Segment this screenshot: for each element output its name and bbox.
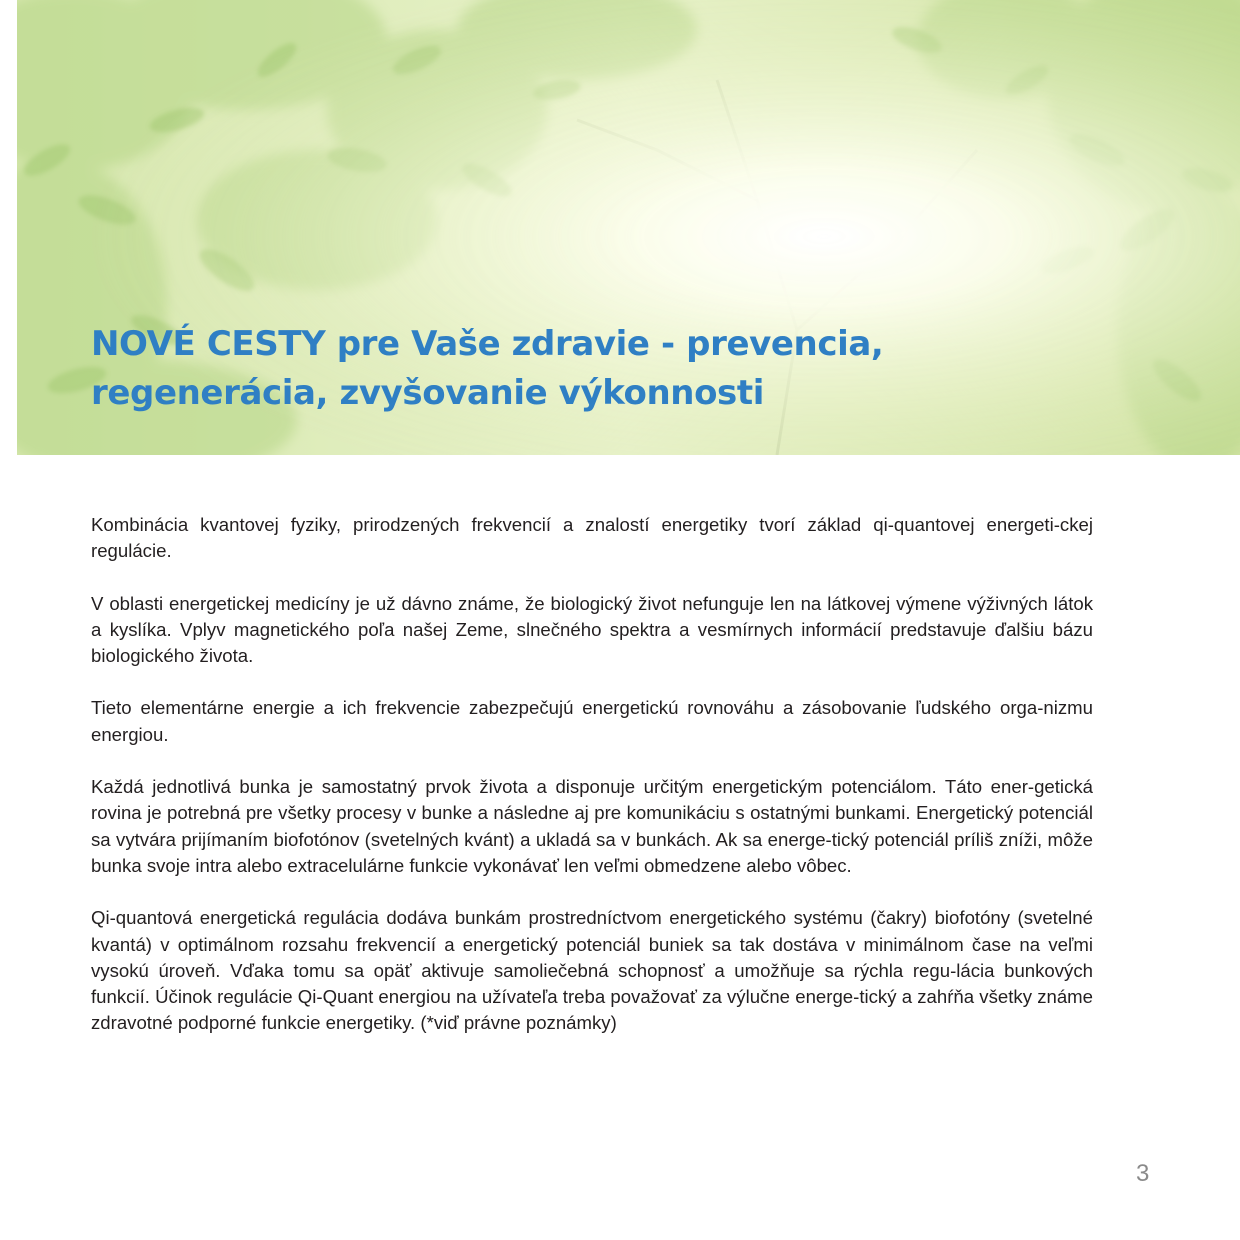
page-title: [91, 320, 1191, 418]
paragraph-qi-quant-regulation: Qi-quantová energetická regulácia dodáva bunkám prostredníctvom energetického systému (čakry) biofotóny (svetelné kvantá) v optimálnom rozsahu frekvencií a energetický potenciál buniek sa tak dostáva v minimálnom čase na veľmi vysokú úroveň. Vďaka tomu sa opäť aktivuje samoliečebná schopnosť a umožňuje sa rýchla regu-lácia bunkových funkcií. Účinok regulácie Qi-Quant energiou na užívateľa treba považovať za výlučne energe-tický a zahŕňa všetky známe zdravotné podporné funkcie energetiky. (*viď právne poznámky): [91, 907, 1093, 1034]
body-text: [91, 512, 1093, 1063]
page-number: 3: [1136, 1160, 1150, 1187]
paragraph-elementary-energies: Tieto elementárne energie a ich frekvencie zabezpečujú energetickú rovnováhu a zásobovanie ľudského orga-nizmu energiou.: [91, 697, 1093, 745]
page-title-line-1: NOVÉ CESTY pre Vaše zdravie - prevencia,: [91, 324, 884, 364]
paragraph-cell-potential: Každá jednotlivá bunka je samostatný prvok života a disponuje určitým energetickým potenciálom. Táto ener-getická rovina je potrebná pre všetky procesy v bunke a následne aj pre komunikáciu s ostatnými bunkami. Energetický potenciál sa vytvára prijímaním biofotónov (svetelných kvánt) a ukladá sa v bunkách. Ak sa energe-tický potenciál príliš zníži, môže bunka svoje intra alebo extracelulárne funkcie vykonávať len veľmi obmedzene alebo vôbec.: [91, 776, 1093, 876]
page-title-line-2: regenerácia, zvyšovanie výkonnosti: [91, 373, 764, 413]
paragraph-intro: Kombinácia kvantovej fyziky, prirodzených frekvencií a znalostí energetiky tvorí základ qi-quantovej energeti-ckej regulácie.: [91, 514, 1093, 562]
hero-banner: [17, 0, 1240, 455]
paragraph-energy-medicine: V oblasti energetickej medicíny je už dávno známe, že biologický život nefunguje len na látkovej výmene výživných látok a kyslíka. Vplyv magnetického poľa našej Zeme, slnečného spektra a vesmírnych informácií predstavuje ďalšiu bázu biologického života.: [91, 592, 1093, 667]
